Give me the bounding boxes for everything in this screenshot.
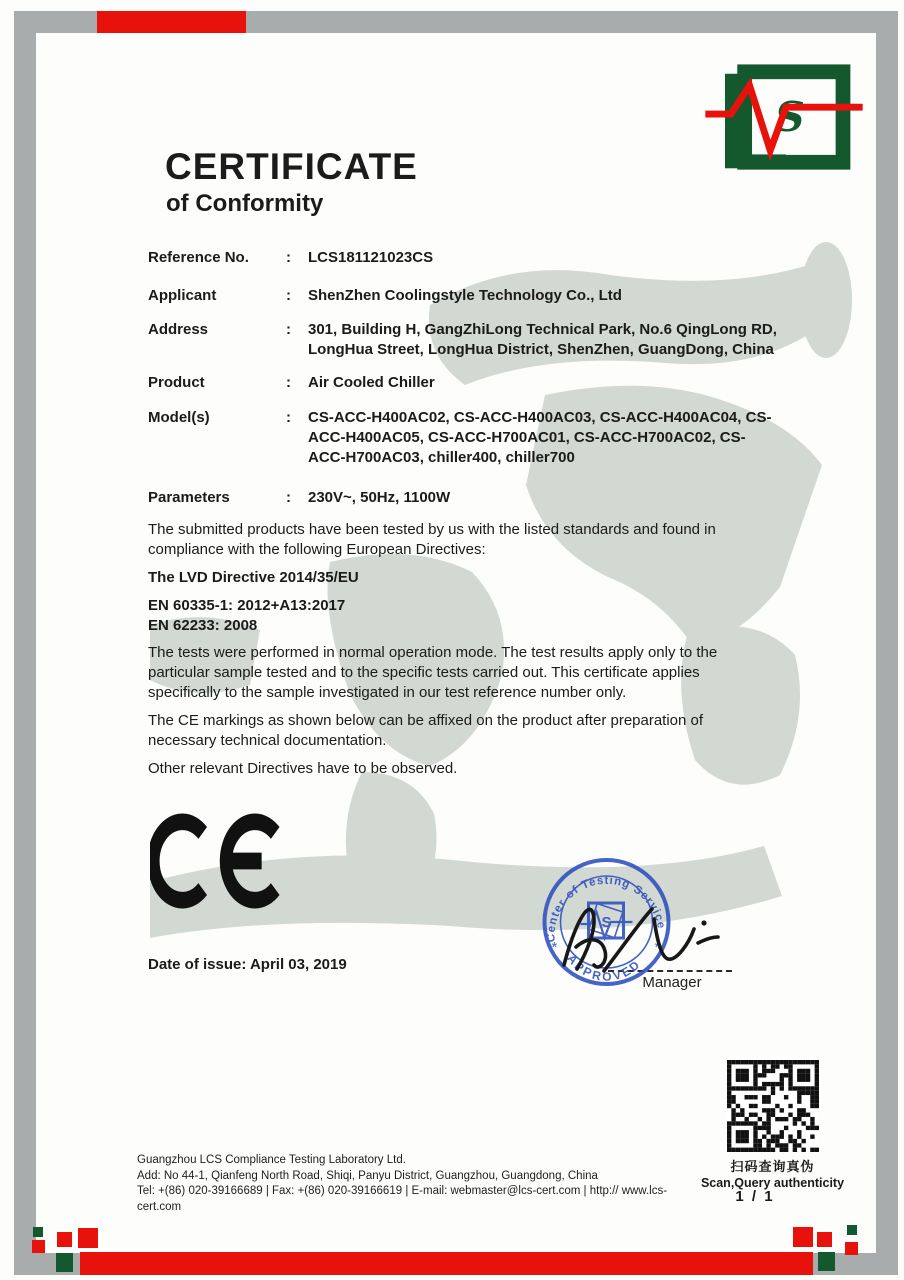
field-colon: : [286, 489, 291, 506]
corner-square [32, 1240, 45, 1253]
field-label: Reference No. [148, 249, 249, 266]
issuer-footer [137, 1153, 697, 1215]
qr-caption-en: Scan,Query authenticity [700, 1176, 845, 1190]
stamp-approved-text: APPROVED [564, 951, 644, 984]
standard-item: EN 62233: 2008 [148, 617, 258, 634]
field-colon: : [286, 249, 291, 266]
corner-square [33, 1227, 43, 1237]
lvd-directive: The LVD Directive 2014/35/EU [148, 569, 359, 586]
corner-square [817, 1232, 832, 1247]
field-label: Applicant [148, 287, 217, 304]
field-label: Product [148, 374, 205, 391]
field-parameters [148, 488, 778, 508]
qr-caption-zh: 扫码查询真伪 [730, 1159, 815, 1174]
intro-paragraph: The submitted products have been tested by us with the listed standards and found in compliance with the following European Directives: [148, 521, 716, 558]
field-label: Address [148, 321, 209, 338]
field-label: Parameters [148, 489, 230, 506]
field-colon: : [286, 287, 291, 304]
qr-block [690, 1060, 855, 1190]
corner-square [57, 1232, 72, 1247]
corner-square [818, 1252, 835, 1271]
corner-square [847, 1225, 857, 1235]
field-applicant [148, 286, 778, 306]
issuer-address: Add: No 44-1, Qianfeng North Road, Shiqi, Panyu District, Guangzhou, Guangdong, China [137, 1169, 598, 1182]
certificate-body [148, 520, 744, 787]
field-value: Air Cooled Chiller [308, 374, 435, 391]
field-value: 301, Building H, GangZhiLong Technical Park, No.6 QingLong RD, LongHua Street, LongHua District, ShenZhen, GuangDong, China [308, 321, 777, 358]
stamp-star-right: * [654, 939, 661, 956]
issuer-company: Guangzhou LCS Compliance Testing Laboratory Ltd. [137, 1154, 406, 1166]
standards-list [148, 596, 744, 636]
corner-square [845, 1242, 858, 1255]
field-colon: : [286, 374, 291, 391]
signer-title: Manager [642, 974, 702, 991]
field-reference-no [148, 248, 778, 268]
stamp-center-letter: S [601, 914, 612, 931]
corner-square [793, 1227, 813, 1247]
ce-paragraph: The CE markings as shown below can be affixed on the product after preparation of necessary technical documentation. [148, 712, 704, 749]
top-red-bar [97, 11, 246, 33]
corner-square [56, 1253, 73, 1272]
field-models [148, 408, 778, 468]
page-number: 1 / 1 [735, 1188, 775, 1205]
field-product [148, 373, 778, 393]
certificate-fields [148, 248, 778, 508]
field-colon: : [286, 409, 291, 426]
certificate-subtitle: of Conformity [166, 190, 324, 217]
other-directives-paragraph: Other relevant Directives have to be observed. [148, 760, 458, 777]
date-of-issue: Date of issue: April 03, 2019 [148, 956, 347, 973]
stamp-star-left: * [551, 939, 558, 956]
qr-code [727, 1060, 819, 1152]
tests-paragraph: The tests were performed in normal operation mode. The test results apply only to the particular sample tested and to the specific tests carried out. This certificate applies specifically to the sample investigated in our test reference number only. [148, 644, 718, 701]
logo-letter: S [774, 91, 805, 141]
issuer-contact: Tel: +(86) 020-39166689 | Fax: +(86) 020-39166619 | E-mail: webmaster@lcs-cert.com | http:// www.lcs-cert.com [137, 1185, 668, 1213]
field-colon: : [286, 321, 291, 338]
stamp-ring-text: Center of Testing Service [545, 874, 668, 943]
field-value: 230V~, 50Hz, 1100W [308, 489, 451, 506]
certificate-title: CERTIFICATE [165, 146, 418, 187]
corner-square [78, 1228, 98, 1248]
ce-mark-icon [150, 812, 295, 910]
field-label: Model(s) [148, 409, 210, 426]
field-value: LCS181121023CS [308, 249, 434, 266]
field-address [148, 320, 778, 360]
signature [548, 885, 738, 981]
standard-item: EN 60335-1: 2012+A13:2017 [148, 597, 346, 614]
bottom-red-bar [80, 1252, 813, 1275]
field-value: ShenZhen Coolingstyle Technology Co., Ltd [308, 287, 622, 304]
field-value: CS-ACC-H400AC02, CS-ACC-H400AC03, CS-ACC-H400AC04, CS-ACC-H400AC05, CS-ACC-H700AC01, CS-ACC-H700AC02, CS-ACC-H700AC03, chiller400, chiller700 [308, 409, 772, 466]
lcs-logo [705, 60, 863, 178]
